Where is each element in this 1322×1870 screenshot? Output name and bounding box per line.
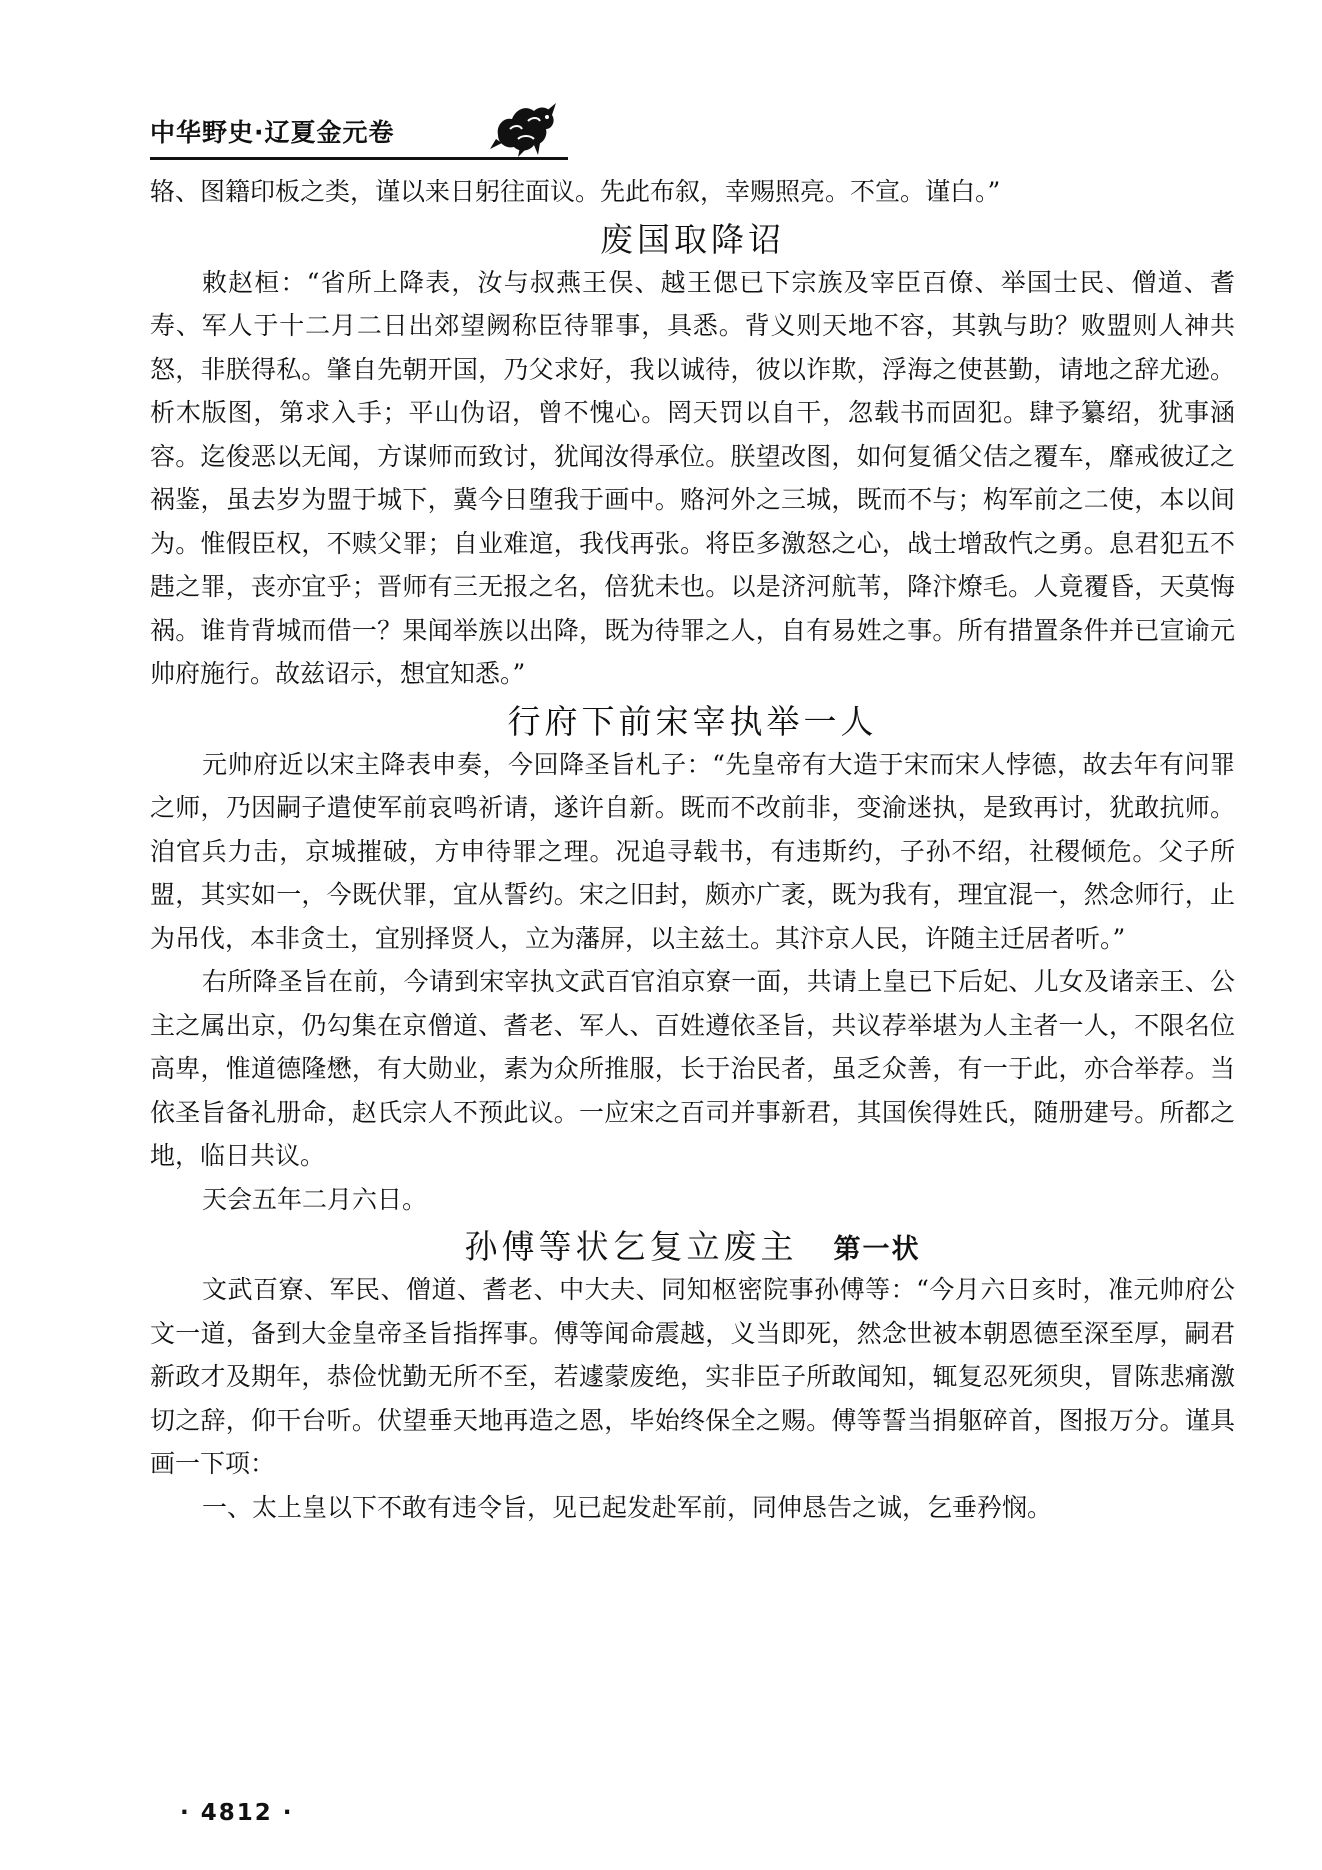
section-heading — [150, 1221, 1235, 1268]
header-rule — [150, 157, 568, 160]
paragraph: 敕赵桓：“省所上降表，汝与叔燕王俣、越王偲已下宗族及宰臣百僚、举国士民、僧道、耆寿、军人于十二月二日出郊望阙称臣待罪事，具悉。背义则天地不容，其孰与助？败盟则人神共怒，非朕得私。肇自先朝开国，乃父求好，我以诚待，彼以诈欺，浮海之使甚勤，请地之辞尤逊。析木版图，第求入手；平山伪诏，曾不愧心。罔天罚以自干，忽载书而固犯。肆予纂绍，犹事涵容。迄俊恶以无闻，方谋师而致讨，犹闻汝得承位。朕望改图，如何复循父佶之覆车，靡戒彼辽之祸鉴，虽去岁为盟于城下，冀今日堕我于画中。赂河外之三城，既而不与；构军前之二使，本以间为。惟假臣权，不赎父罪；自业难逭，我伐再张。将臣多激怒之心，战士增敌忾之勇。息君犯五不韪之罪，丧亦宜乎；晋师有三无报之名，倍犹未也。以是济河航苇，降汴燎毛。人竟覆昏，天莫悔祸。谁肯背城而借一？果闻举族以出降，既为待罪之人，自有易姓之事。所有措置条件并已宣谕元帅府施行。故兹诏示，想宜知悉。” — [150, 267, 1235, 688]
paragraph: 天会五年二月六日。 — [202, 1184, 428, 1214]
paragraph: 元帅府近以宋主降表申奏，今回降圣旨札子：“先皇帝有大造于宋而宋人悖德，故去年有问罪之师，乃因嗣子遣使军前哀鸣祈请，遂许自新。既而不改前非，变渝迷执，是致再讨，犹敢抗师。洎官兵力击，京城摧破，方申待罪之理。况追寻载书，有违斯约，子孙不绍，社稷倾危。父子所盟，其实如一，今既伏罪，宜从誓约。宋之旧封，颇亦广袤，既为我有，理宜混一，然念师行，止为吊伐，本非贪土，宜别择贤人，立为藩屏，以主兹土。其汴京人民，许随主迁居者听。” — [150, 749, 1235, 953]
page-body — [150, 170, 1235, 1529]
paragraph: 右所降圣旨在前，今请到宋宰执文武百官洎京寮一面，共请上皇已下后妃、儿女及诸亲王、公主之属出京，仍勾集在京僧道、耆老、军人、百姓遵依圣旨，共议荐举堪为人主者一人，不限名位高卑，惟道德隆懋，有大勋业，素为众所推服，长于治民者，虽乏众善，有一于此，亦合举荐。当依圣旨备礼册命，赵氏宗人不预此议。一应宋之百司并事新君，其国俟得姓氏，随册建号。所都之地，临日共议。 — [150, 967, 1235, 1170]
paragraph: 一、太上皇以下不敢有违令旨，见已起发赴军前，同伸恳告之诚，乞垂矜悯。 — [202, 1492, 1053, 1522]
section-title: 行府下前宋宰执举一人 — [507, 701, 878, 741]
dragon-emblem-icon — [490, 95, 560, 157]
page-number: · 4812 · — [180, 1800, 294, 1826]
continued-text: 辂、图籍印板之类，谨以来日躬往面议。先此布叙，幸赐照亮。不宣。谨白。” — [150, 177, 1001, 206]
paragraph: 文武百寮、军民、僧道、耆老、中大夫、同知枢密院事孙傅等：“今月六日亥时，准元帅府公文一道，备到大金皇帝圣旨指挥事。傅等闻命震越，义当即死，然念世被本朝恩德至深至厚，嗣君新政才及期年，恭俭忧勤无所不至，若遽蒙废绝，实非臣子所敢闻知，辄复忍死须臾，冒陈悲痛激切之辞，仰干台听。伏望垂天地再造之恩，毕始终保全之赐。傅等誓当捐躯碎首，图报万分。谨具画一下项： — [150, 1275, 1235, 1478]
section-title: 废国取降诏 — [600, 219, 785, 259]
section-title-note: 第一状 — [833, 1234, 921, 1265]
book-title: 中华野史·辽夏金元卷 — [150, 118, 395, 147]
section-title: 孙傅等状乞复立废主 — [464, 1227, 798, 1266]
